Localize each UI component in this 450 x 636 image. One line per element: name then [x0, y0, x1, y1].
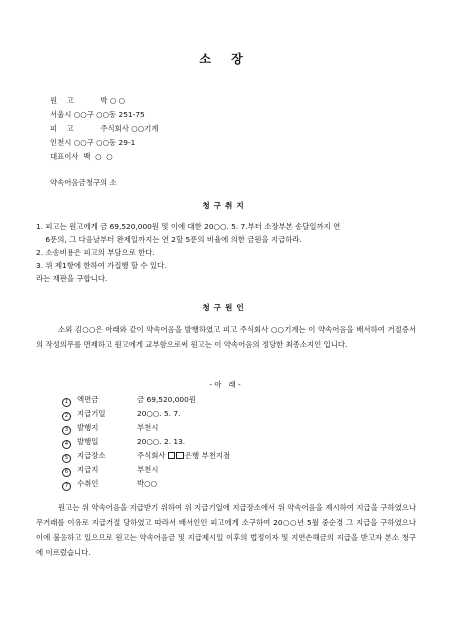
defendant-row [50, 124, 158, 134]
claim-line: 3. 위 제1항에 한하여 가집행 할 수 있다. [36, 261, 167, 270]
bill-item-value: 박○○ [137, 479, 158, 488]
plaintiff-label: 원 고 [50, 96, 74, 105]
bill-item [62, 451, 230, 463]
defendant-label: 피 고 [50, 124, 74, 133]
bank-suffix: 은행 부천지점 [184, 451, 231, 460]
plaintiff-name: 박 ○ ○ [100, 96, 126, 105]
bill-item-value: 금 69,520,000원 [137, 395, 196, 404]
claim-line: 6푼의, 그 다음날부터 완제일까지는 연 2할 5푼의 비율에 의한 금원을 지급하라. [36, 235, 302, 244]
blank-box-icon [168, 452, 176, 460]
item-number-badge: 7 [62, 482, 71, 491]
bill-item [62, 395, 196, 407]
reason-heading: 청구원인 [202, 303, 248, 312]
item-number-badge: 3 [62, 426, 71, 435]
bill-item-label: 수취인 [77, 479, 99, 488]
plaintiff-address: 서울시 ○○구 ○○동 251-75 [50, 110, 145, 119]
defendant-address: 인천시 ○○구 ○○동 29-1 [50, 138, 136, 147]
bill-item [62, 465, 158, 477]
representative: 대표이사 백 ○ ○ [50, 152, 113, 161]
bill-item-value [137, 451, 230, 461]
case-name: 약속어음금청구의 소 [50, 178, 117, 187]
bill-item [62, 409, 180, 421]
bill-item-label: 지급장소 [77, 451, 106, 460]
item-number-badge: 2 [62, 412, 71, 421]
bill-item-label: 액면금 [77, 395, 99, 404]
below-label: - 아 래 - [209, 380, 241, 389]
bill-item-value: 20○○. 2. 13. [137, 437, 186, 446]
item-number-badge: 1 [62, 398, 71, 407]
bill-item [62, 423, 158, 435]
bill-item-label: 지급지 [77, 465, 99, 474]
reason-intro: 소외 김○○은 아래와 같이 약속어음을 발행하였고 피고 주식회사 ○○기계는 이 약속어음을 배서하여 거절증서의 작성의무를 면제하고 원고에게 교부함으로써 원고는 이 약속어음의 정당한 최종소지인 입니다. [36, 325, 416, 349]
bill-item-value: 부천시 [137, 423, 159, 432]
defendant-name: 주식회사 ○○기계 [100, 124, 159, 133]
bill-item-value: 20○○. 5. 7. [137, 409, 181, 418]
item-number-badge: 4 [62, 440, 71, 449]
bill-item [62, 437, 185, 449]
claim-line: 2. 소송비용은 피고의 부담으로 한다. [36, 248, 155, 257]
item-number-badge: 5 [62, 454, 71, 463]
document-title: 소 장 [199, 52, 251, 66]
claim-line: 라는 재판을 구합니다. [36, 274, 108, 283]
bill-item-label: 발행일 [77, 437, 99, 446]
item-number-badge: 6 [62, 468, 71, 477]
blank-box-icon [176, 452, 184, 460]
claim-line: 1. 피고는 원고에게 금 69,520,000원 및 이에 대한 20○○. 5. 7.부터 소장부본 송달일까지 연 [36, 222, 341, 231]
bill-item-label: 발행지 [77, 423, 99, 432]
bill-item [62, 479, 157, 491]
bill-item-value: 부천시 [137, 465, 159, 474]
bank-prefix: 주식회사 [137, 451, 168, 460]
claim-heading: 청구취지 [202, 201, 248, 210]
closing-paragraph: 원고는 위 약속어음을 지급받기 위하여 위 지급기일에 지급장소에서 위 약속어음을 제시하여 지급을 구하였으나 무거래를 이유로 지급거절 당하였고 따라서 배서인인 피고에게 소구하여 20○○년 5월 중순경 그 지급을 구하였으나 이에 불응하고 있으므로 원고는 약속어음금 및 지급제시일 이후의 법정이자 및 지연손해금의 지급을 받고자 본소 청구에 이르렀습니다. [36, 503, 416, 557]
bill-item-label: 지급기일 [77, 409, 106, 418]
plaintiff-row [50, 96, 125, 106]
